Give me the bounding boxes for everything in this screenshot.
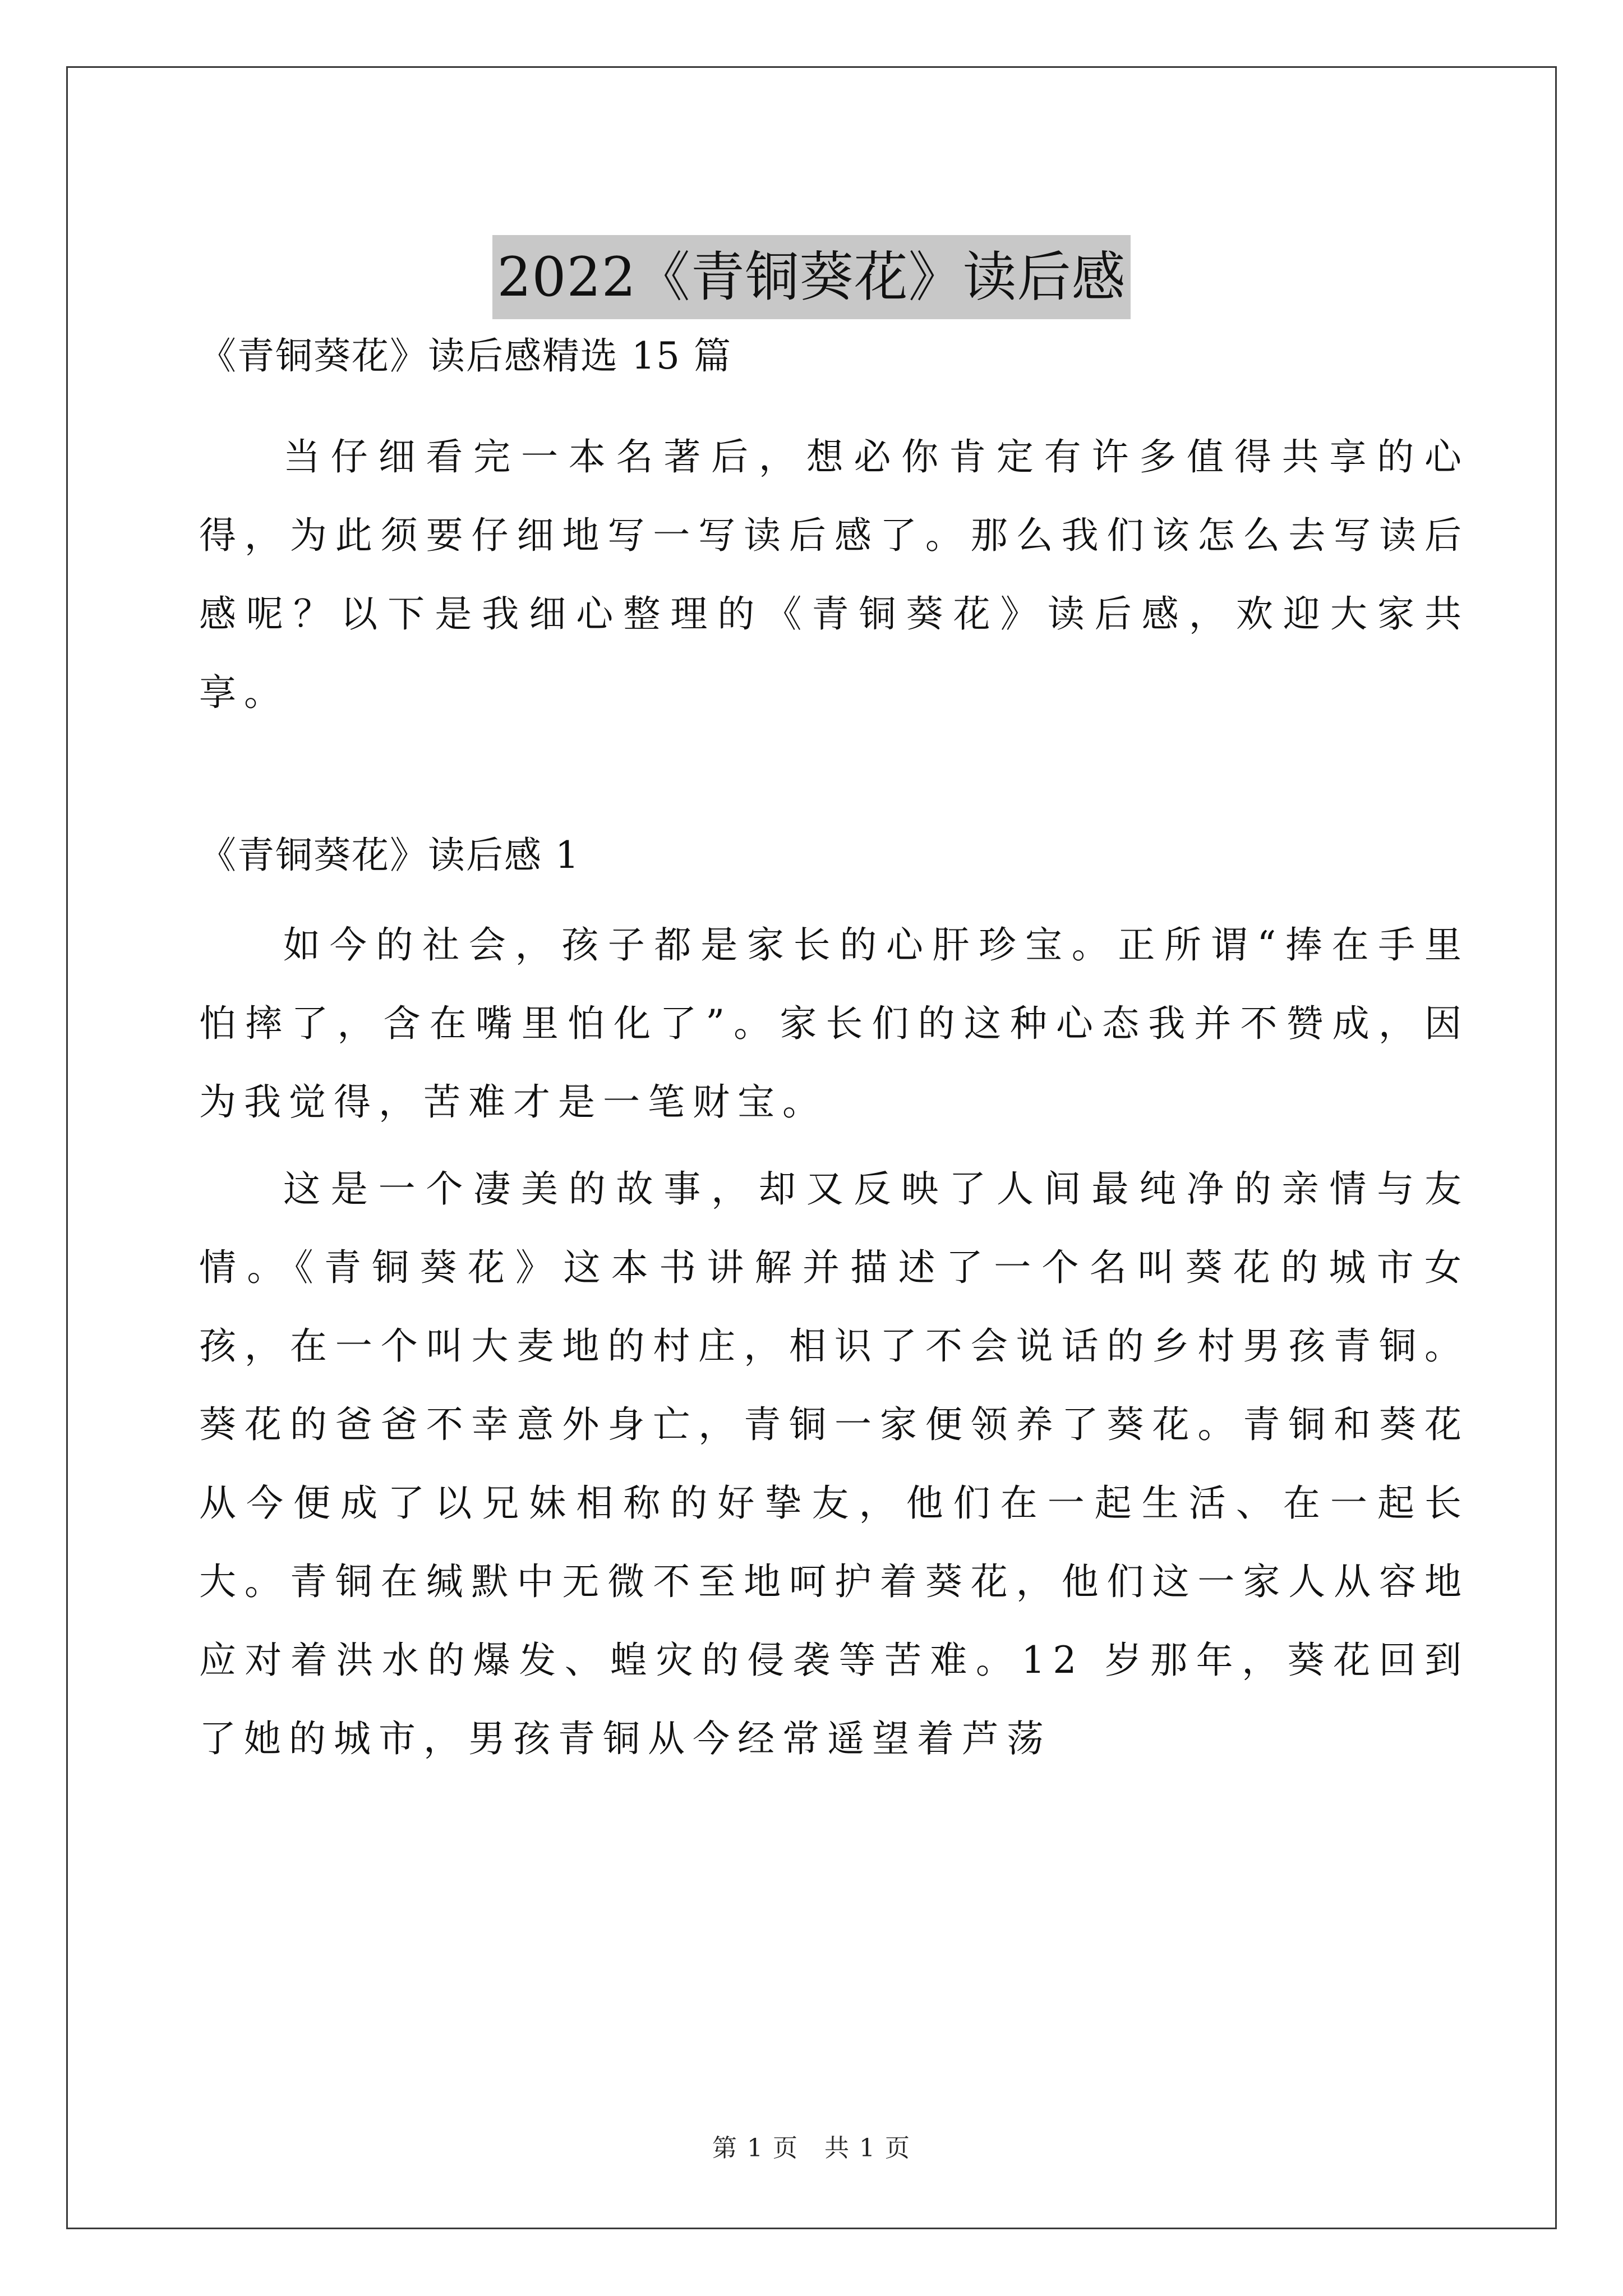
page-footer: 第 1 页 共 1 页: [712, 2134, 911, 2162]
document-title: 2022《青铜葵花》读后感: [492, 235, 1130, 319]
body-paragraph: 这是一个凄美的故事，却又反映了人间最纯净的亲情与友情。《青铜葵花》这本书讲解并描述了一个名叫葵花的城市女孩，在一个叫大麦地的村庄，相识了不会说话的乡村男孩青铜。葵花的爸爸不幸意外身亡，青铜一家便领养了葵花。青铜和葵花从今便成了以兄妹相称的好挚友，他们在一起生活、在一起长大。青铜在缄默中无微不至地呵护着葵花，他们这一家人从容地应对着洪水的爆发、蝗灾的侵袭等苦难。12 岁那年，葵花回到了她的城市，男孩青铜从今经常遥望着芦荡: [199, 1167, 1469, 1760]
document-subtitle: 《青铜葵花》读后感精选 15 篇: [199, 334, 732, 378]
document-body: [199, 300, 1469, 1778]
body-paragraph: 如今的社会，孩子都是家长的心肝珍宝。正所谓“捧在手里怕摔了，含在嘴里怕化了”。家长们的这种心态我并不赞成，因为我觉得，苦难才是一笔财宝。: [199, 923, 1469, 1124]
section-heading: 《青铜葵花》读后感 1: [199, 834, 580, 877]
intro-paragraph: 当仔细看完一本名著后，想必你肯定有许多值得共享的心得，为此须要仔细地写一写读后感了。那么我们该怎么去写读后感呢？以下是我细心整理的《青铜葵花》读后感，欢迎大家共享。: [199, 435, 1469, 714]
